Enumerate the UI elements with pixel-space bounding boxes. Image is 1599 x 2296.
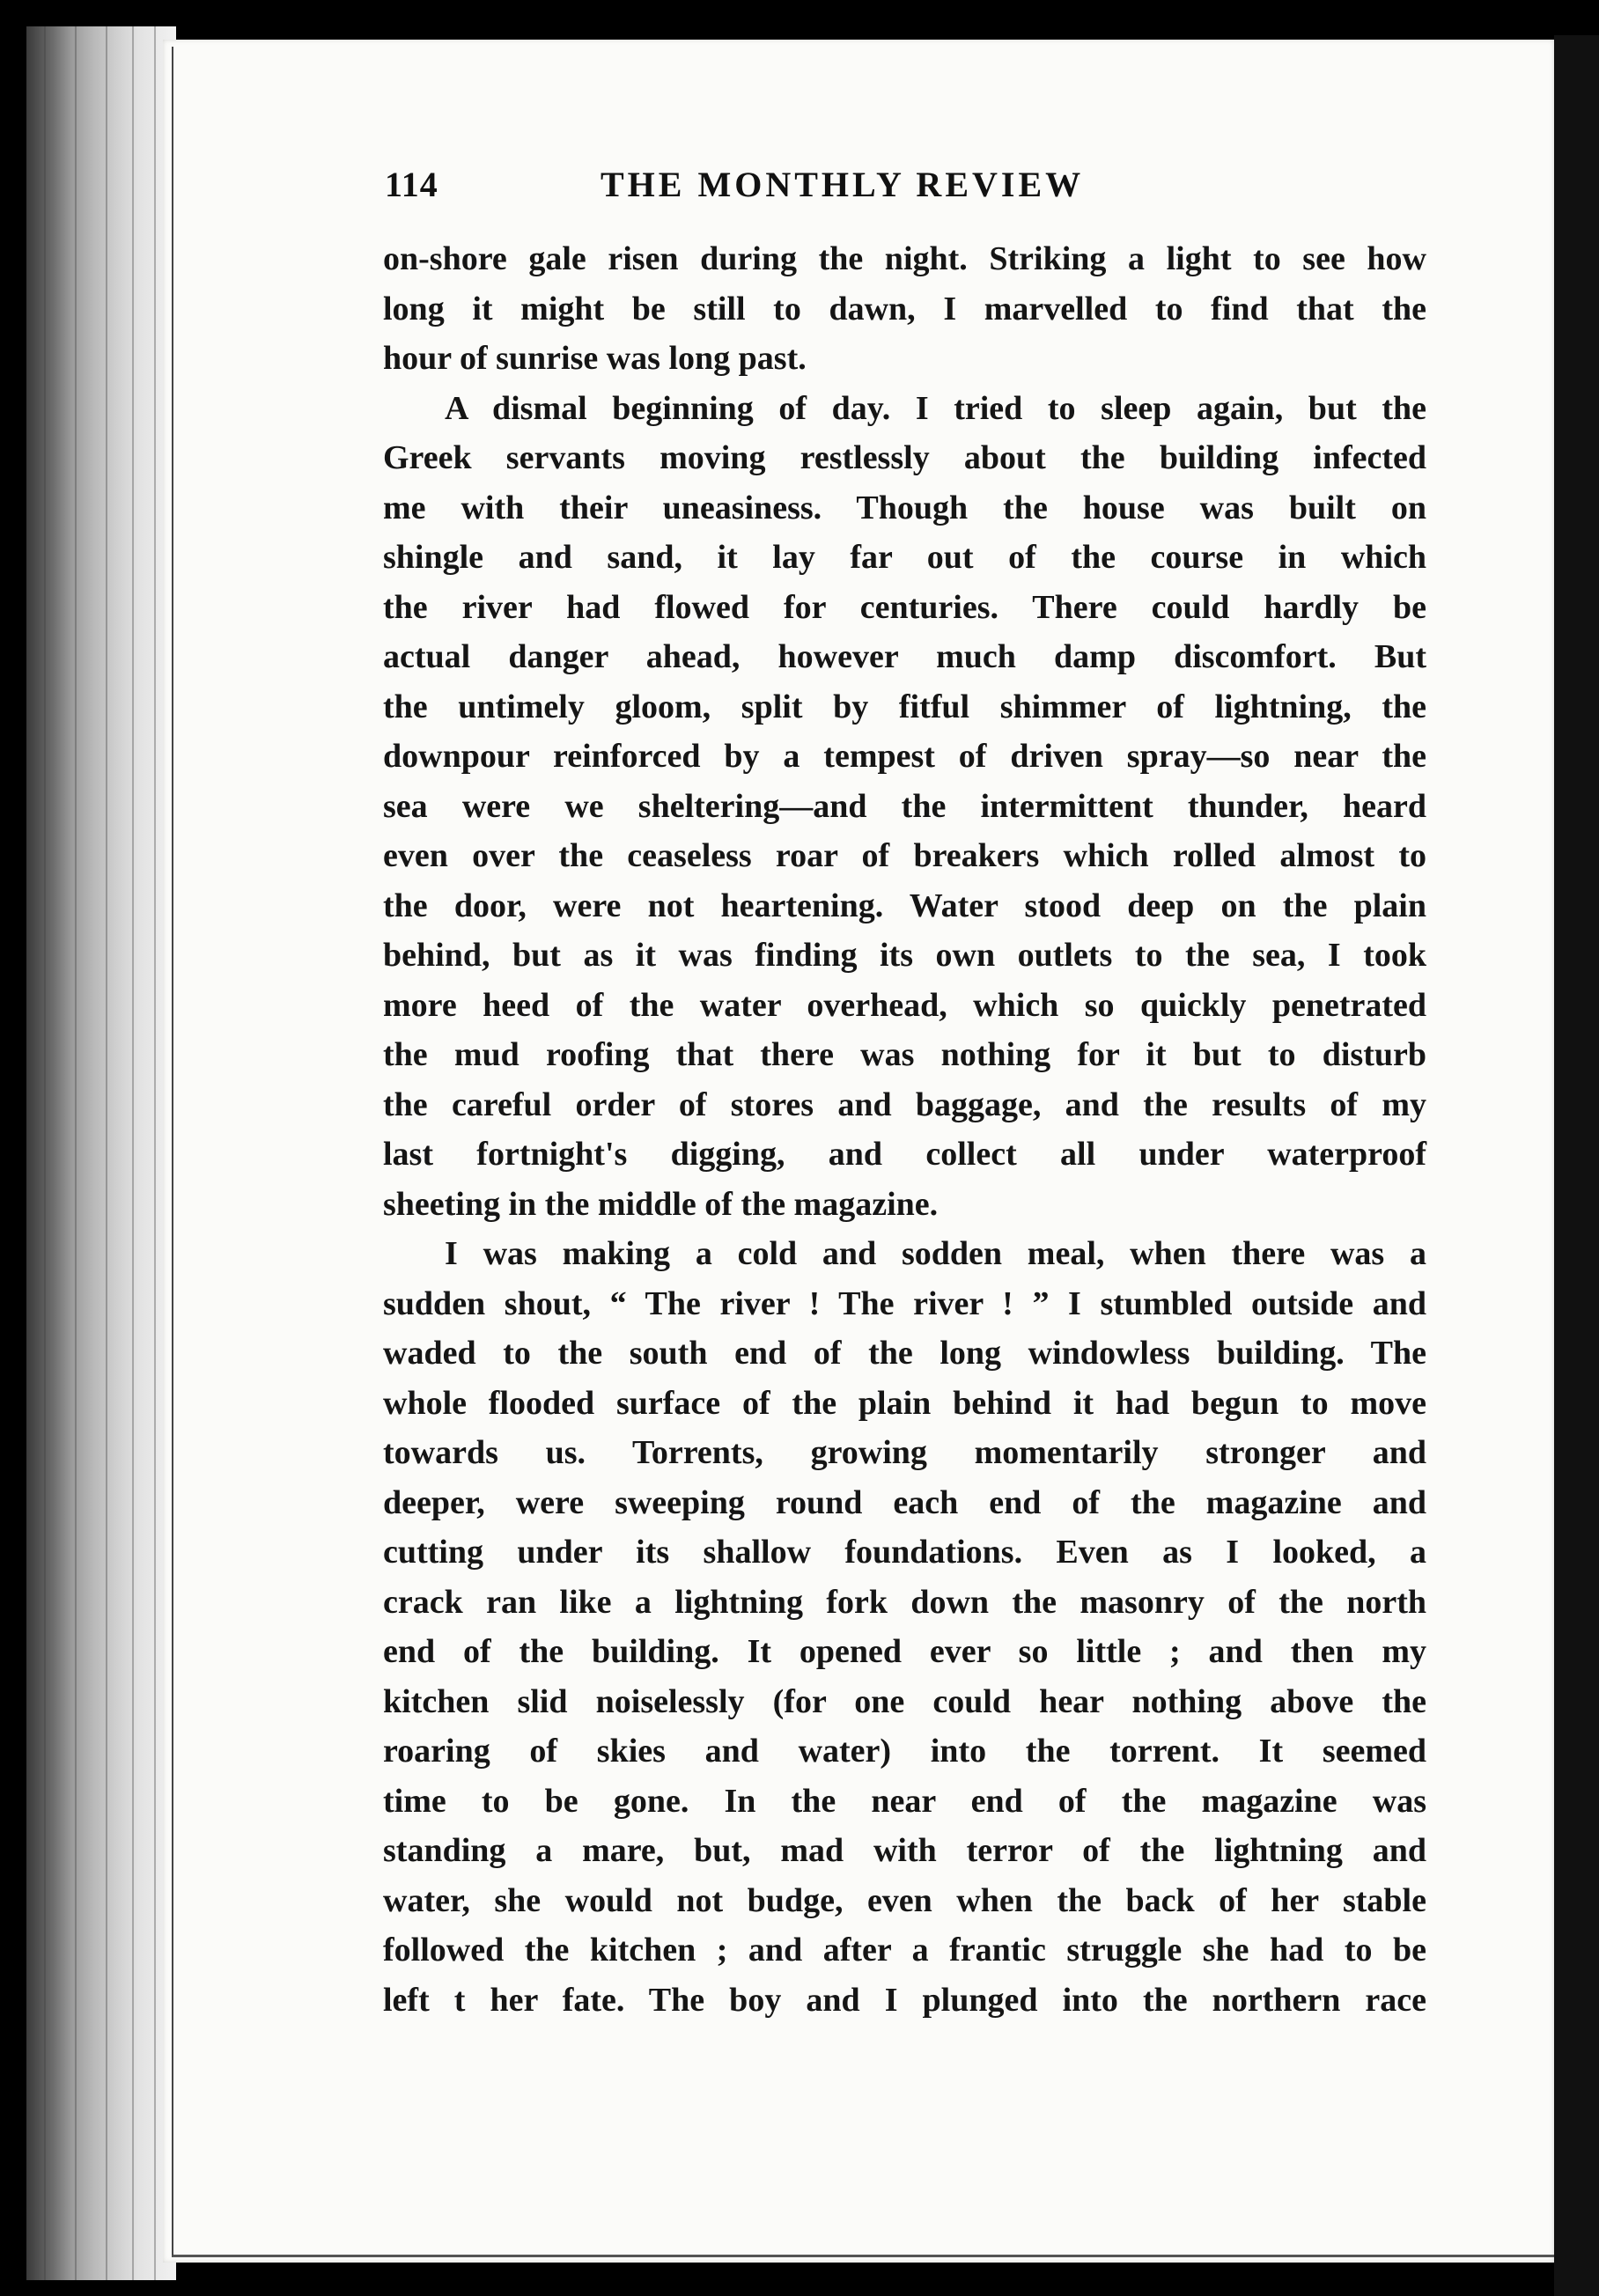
text-line: whole flooded surface of the plain behind it had begun to move xyxy=(383,1384,1426,1422)
text-line: I was making a cold and sodden meal, when there was a xyxy=(445,1235,1426,1272)
body-text xyxy=(383,234,1426,2025)
text-line: followed the kitchen ; and after a frantic struggle she had to be xyxy=(383,1932,1426,1969)
scan-background-edge xyxy=(1554,35,1599,2296)
running-head: THE MONTHLY REVIEW xyxy=(601,165,1085,204)
text-line: crack ran like a lightning fork down the masonry of the north xyxy=(383,1583,1426,1621)
text-line: the door, were not heartening. Water stood deep on the plain xyxy=(383,887,1426,924)
text-line: actual danger ahead, however much damp discomfort. But xyxy=(383,638,1426,675)
text-line: shingle and sand, it lay far out of the course in which xyxy=(383,539,1426,576)
text-line: sheeting in the middle of the magazine. xyxy=(383,1185,939,1223)
text-line: downpour reinforced by a tempest of driven spray—so near the xyxy=(383,738,1426,775)
text-line: standing a mare, but, mad with terror of the lightning and xyxy=(383,1832,1426,1869)
text-line: long it might be still to dawn, I marvelled to find that the xyxy=(383,290,1426,327)
text-line: water, she would not budge, even when the back of her stable xyxy=(383,1881,1426,1919)
text-line: me with their uneasiness. Though the house was built on xyxy=(383,489,1426,526)
text-line: time to be gone. In the near end of the magazine was xyxy=(383,1782,1426,1820)
text-line: roaring of skies and water) into the torrent. It seemed xyxy=(383,1733,1426,1770)
text-line: waded to the south end of the long windowless building. The xyxy=(383,1335,1426,1372)
text-line: on-shore gale risen during the night. Striking a light to see how xyxy=(383,240,1426,277)
text-line: hour of sunrise was long past. xyxy=(383,340,807,377)
text-line: behind, but as it was finding its own outlets to the sea, I took xyxy=(383,937,1426,974)
text-line: kitchen slid noiselessly (for one could hear nothing above the xyxy=(383,1682,1426,1720)
text-line: sea were we sheltering—and the intermittent thunder, heard xyxy=(383,787,1426,825)
text-line: the mud roofing that there was nothing for it but to disturb xyxy=(383,1036,1426,1073)
text-line: towards us. Torrents, growing momentarily stronger and xyxy=(383,1434,1426,1471)
text-line: more heed of the water overhead, which so quickly penetrated xyxy=(383,986,1426,1024)
text-line: last fortnight's digging, and collect all under waterproof xyxy=(383,1136,1426,1173)
text-line: even over the ceaseless roar of breakers which rolled almost to xyxy=(383,837,1426,874)
text-line: the careful order of stores and baggage, and the results of my xyxy=(383,1085,1426,1123)
text-line: the river had flowed for centuries. There could hardly be xyxy=(383,588,1426,626)
text-line: left t her fate. The boy and I plunged into the northern race xyxy=(383,1981,1426,2019)
page-number: 114 xyxy=(385,165,438,204)
text-line: end of the building. It opened ever so little ; and then my xyxy=(383,1633,1426,1670)
page-header xyxy=(385,164,1424,217)
text-line: sudden shout, “ The river ! The river ! ” I stumbled outside and xyxy=(383,1284,1426,1322)
text-line: cutting under its shallow foundations. Even as I looked, a xyxy=(383,1534,1426,1571)
text-line: the untimely gloom, split by fitful shimmer of lightning, the xyxy=(383,688,1426,725)
text-line: A dismal beginning of day. I tried to sleep again, but the xyxy=(445,389,1426,427)
text-line: Greek servants moving restlessly about the building infected xyxy=(383,439,1426,476)
page-stack-edge xyxy=(26,26,176,2280)
text-line: deeper, were sweeping round each end of the magazine and xyxy=(383,1483,1426,1521)
